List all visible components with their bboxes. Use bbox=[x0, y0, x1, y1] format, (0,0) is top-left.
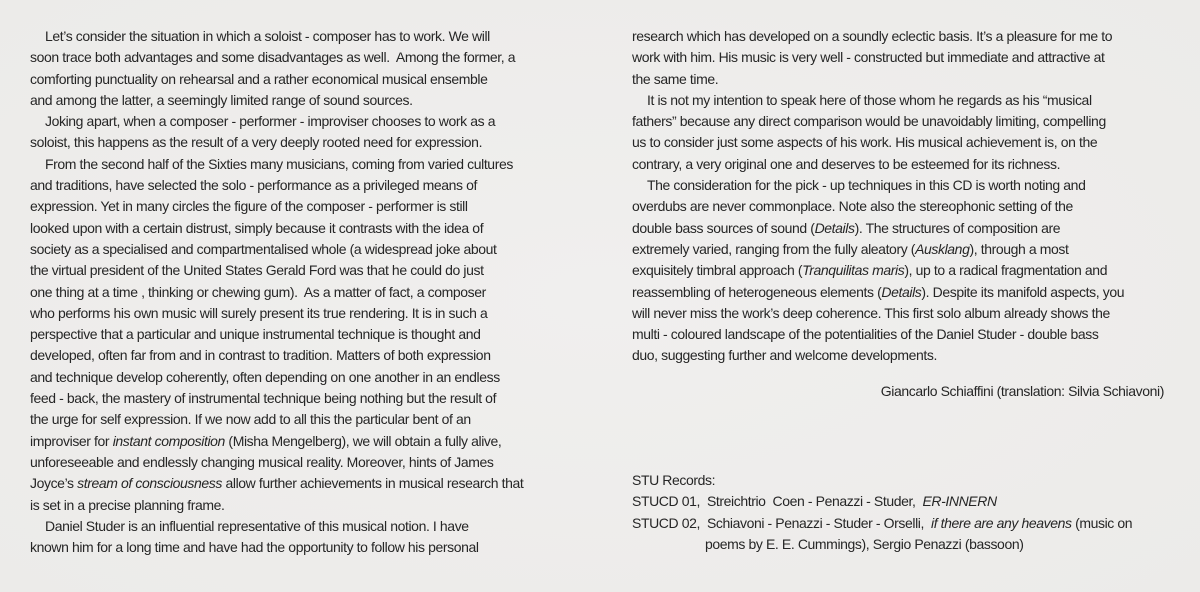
text-line bbox=[30, 282, 586, 303]
text-segment: unforeseeable and endlessly changing musical reality. Moreover, hints of James bbox=[30, 453, 494, 470]
text-segment: exquisitely timbral approach ( bbox=[632, 262, 803, 279]
text-line bbox=[632, 69, 1164, 90]
text-segment: (music on bbox=[1071, 514, 1133, 531]
text-segment: The consideration for the pick - up techniques in this CD is worth noting and bbox=[647, 177, 1086, 194]
text-segment: fathers” because any direct comparison would be unavoidably limiting, compelling bbox=[632, 113, 1106, 130]
text-segment: who performs his own music will surely present its true rendering. It is in such a bbox=[30, 304, 488, 321]
italic-text-segment: Ausklang bbox=[915, 240, 970, 257]
text-line bbox=[632, 47, 1164, 68]
text-segment: STUCD 01, Streichtrio Coen - Penazzi - Studer, bbox=[632, 493, 923, 510]
text-line bbox=[30, 473, 586, 494]
text-segment: STU Records: bbox=[632, 472, 716, 489]
text-segment: and traditions, have selected the solo - performance as a privileged means of bbox=[30, 177, 478, 194]
text-line bbox=[632, 175, 1164, 196]
text-segment: double bass sources of sound ( bbox=[632, 219, 815, 236]
text-line bbox=[632, 303, 1164, 324]
text-segment: the urge for self expression. If we now add to all this the particular bent of an bbox=[30, 411, 471, 428]
text-segment: is set in a precise planning frame. bbox=[30, 496, 225, 513]
text-segment: comforting punctuality on rehearsal and a rather economical musical ensemble bbox=[30, 70, 488, 87]
text-segment: ). The structures of composition are bbox=[854, 219, 1061, 236]
italic-text-segment: if there are any heavens bbox=[930, 514, 1072, 531]
text-line bbox=[30, 345, 586, 366]
text-segment: the same time. bbox=[632, 70, 719, 87]
text-line bbox=[30, 516, 586, 537]
text-segment: developed, often far from and in contrast to tradition. Matters of both expression bbox=[30, 347, 491, 364]
text-line bbox=[632, 154, 1164, 175]
text-segment: multi - coloured landscape of the potentialities of the Daniel Studer - double bass bbox=[632, 326, 1099, 343]
text-line bbox=[30, 90, 586, 111]
text-line bbox=[30, 239, 586, 260]
text-segment: Joking apart, when a composer - performer - improviser chooses to work as a bbox=[45, 113, 496, 130]
italic-text-segment: Details bbox=[814, 219, 855, 236]
text-line bbox=[30, 324, 586, 345]
text-segment: Let’s consider the situation in which a soloist - composer has to work. We will bbox=[45, 28, 490, 44]
text-segment: From the second half of the Sixties many musicians, coming from varied cultures bbox=[45, 155, 513, 172]
text-segment: and among the latter, a seemingly limited range of sound sources. bbox=[30, 91, 413, 108]
text-line bbox=[30, 111, 586, 132]
text-segment: poems by E. E. Cummings), Sergio Penazzi (bassoon) bbox=[705, 535, 1024, 552]
text-segment: ). Despite its manifold aspects, you bbox=[921, 283, 1125, 300]
text-segment: expression. Yet in many circles the figure of the composer - performer is still bbox=[30, 198, 468, 215]
text-segment: contrary, a very original one and deserves to be esteemed for its richness. bbox=[632, 155, 1061, 172]
text-segment: ), through a most bbox=[969, 240, 1069, 257]
text-line bbox=[30, 26, 586, 47]
italic-text-segment: Tranquilitas maris bbox=[802, 262, 905, 279]
text-line bbox=[632, 470, 1164, 491]
text-segment: (Misha Mengelberg), we will obtain a fully alive, bbox=[224, 432, 502, 449]
italic-text-segment: ER-INNERN bbox=[922, 493, 997, 510]
text-line bbox=[30, 388, 586, 409]
text-segment: STUCD 02, Schiavoni - Penazzi - Studer - Orselli, bbox=[632, 514, 931, 531]
text-segment: us to consider just some aspects of his work. His musical achievement is, on the bbox=[632, 134, 1098, 151]
text-line bbox=[632, 132, 1164, 153]
text-segment: Joyce’s bbox=[30, 475, 78, 492]
italic-text-segment: stream of consciousness bbox=[77, 475, 222, 492]
text-segment: perspective that a particular and unique instrumental technique is thought and bbox=[30, 326, 481, 343]
text-line bbox=[632, 324, 1164, 345]
text-segment: and technique develop coherently, often depending on one another in an endless bbox=[30, 368, 500, 385]
text-segment: work with him. His music is very well - constructed but immediate and attractive at bbox=[632, 49, 1105, 66]
text-line bbox=[632, 239, 1164, 260]
text-segment: the virtual president of the United States Gerald Ford was that he could do just bbox=[30, 262, 484, 279]
text-line bbox=[30, 175, 586, 196]
text-line bbox=[632, 260, 1164, 281]
text-segment: It is not my intention to speak here of those whom he regards as his “musical bbox=[647, 91, 1092, 108]
right-column bbox=[632, 26, 1164, 592]
left-column bbox=[30, 26, 586, 592]
text-segment: soon trace both advantages and some disadvantages as well. Among the former, a bbox=[30, 49, 516, 66]
text-line bbox=[632, 513, 1164, 534]
text-line bbox=[30, 196, 586, 217]
text-line bbox=[632, 26, 1164, 47]
text-line bbox=[30, 218, 586, 239]
italic-text-segment: Details bbox=[881, 283, 922, 300]
text-segment: one thing at a time , thinking or chewing gum). As a matter of fact, a composer bbox=[30, 283, 486, 300]
text-line bbox=[632, 218, 1164, 239]
records-list bbox=[632, 470, 1164, 555]
text-line bbox=[30, 47, 586, 68]
text-segment: extremely varied, ranging from the fully aleatory ( bbox=[632, 240, 916, 257]
text-segment: Daniel Studer is an influential representative of this musical notion. I have bbox=[45, 517, 469, 534]
text-segment: will never miss the work’s deep coherence. This first solo album already shows the bbox=[632, 304, 1110, 321]
text-line bbox=[30, 452, 586, 473]
text-line bbox=[30, 431, 586, 452]
text-line bbox=[30, 132, 586, 153]
text-segment: known him for a long time and have had the opportunity to follow his personal bbox=[30, 539, 479, 556]
text-segment: soloist, this happens as the result of a very deeply rooted need for expression. bbox=[30, 134, 483, 151]
text-line bbox=[632, 491, 1164, 512]
text-line bbox=[632, 282, 1164, 303]
text-line bbox=[632, 534, 1164, 555]
text-line bbox=[30, 303, 586, 324]
text-segment: looked upon with a certain distrust, simply because it contrasts with the idea of bbox=[30, 219, 484, 236]
text-line bbox=[30, 537, 586, 558]
credit-line: Giancarlo Schiaffini (translation: Silvia Schiavoni) bbox=[880, 382, 1164, 399]
text-line bbox=[30, 154, 586, 175]
text-segment: improviser for bbox=[30, 432, 113, 449]
text-segment: reassembling of heterogeneous elements ( bbox=[632, 283, 882, 300]
text-segment: overdubs are never commonplace. Note also the stereophonic setting of the bbox=[632, 198, 1073, 215]
text-segment: ), up to a radical fragmentation and bbox=[904, 262, 1108, 279]
text-segment: society as a specialised and compartmentalised whole (a widespread joke about bbox=[30, 240, 497, 257]
text-line bbox=[30, 69, 586, 90]
text-segment: research which has developed on a soundly eclectic basis. It’s a pleasure for me to bbox=[632, 28, 1113, 44]
text-line bbox=[30, 367, 586, 388]
right-column-text bbox=[632, 26, 1164, 367]
text-line bbox=[632, 196, 1164, 217]
text-segment: allow further achievements in musical research that bbox=[222, 475, 524, 492]
text-segment: feed - back, the mastery of instrumental technique being nothing but the result of bbox=[30, 390, 497, 407]
text-line bbox=[30, 409, 586, 430]
text-line bbox=[632, 111, 1164, 132]
text-line bbox=[30, 495, 586, 516]
text-line bbox=[632, 345, 1164, 366]
text-segment: duo, suggesting further and welcome developments. bbox=[632, 347, 937, 364]
text-line bbox=[30, 260, 586, 281]
text-line bbox=[632, 90, 1164, 111]
italic-text-segment: instant composition bbox=[112, 432, 225, 449]
